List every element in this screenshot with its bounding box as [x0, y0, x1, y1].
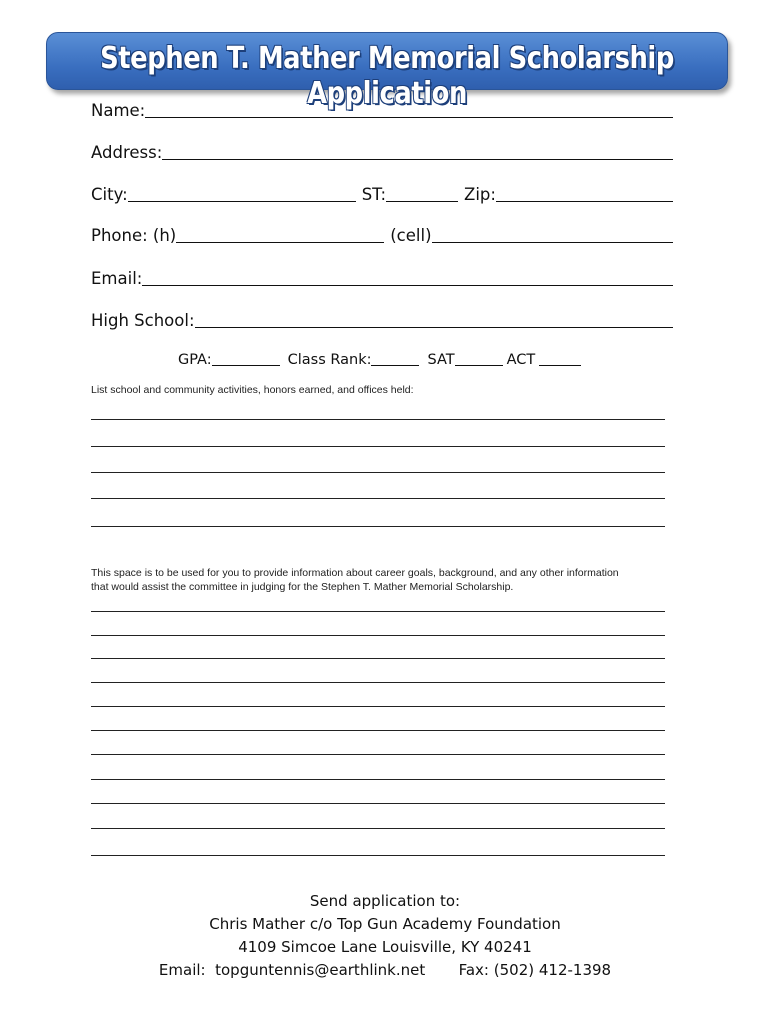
mailing-info [0, 890, 770, 982]
zip-field[interactable] [496, 183, 673, 202]
city-label: City: [91, 185, 128, 204]
info-line[interactable] [91, 682, 665, 683]
address-label: Address: [91, 143, 163, 162]
info-line[interactable] [91, 779, 665, 780]
act-field[interactable] [539, 350, 581, 366]
email-label: Email: [91, 269, 143, 288]
info-line[interactable] [91, 635, 665, 636]
info-line[interactable] [91, 803, 665, 804]
info-line[interactable] [91, 611, 665, 612]
activities-line[interactable] [91, 498, 665, 499]
email-field[interactable] [142, 267, 673, 286]
address-row [91, 138, 673, 162]
phone-home-field[interactable] [176, 224, 384, 243]
class-rank-field[interactable] [371, 350, 419, 366]
mailing-address: 4109 Simcoe Lane Louisville, KY 40241 [238, 938, 532, 956]
info-line[interactable] [91, 658, 665, 659]
info-line[interactable] [91, 828, 665, 829]
phone-row [91, 221, 673, 245]
page-title: Stephen T. Mather Memorial Scholarship Application [100, 41, 674, 111]
gpa-field[interactable] [212, 350, 280, 366]
high-school-label: High School: [91, 311, 195, 330]
high-school-row [91, 306, 673, 330]
phone-cell-label: (cell) [390, 226, 432, 245]
state-field[interactable] [386, 183, 458, 202]
class-rank-label: Class Rank: [287, 352, 372, 368]
high-school-field[interactable] [195, 309, 673, 328]
city-field[interactable] [128, 183, 356, 202]
contact-info: Email: topguntennis@earthlink.net Fax: (502) 412-1398 [158, 961, 612, 979]
info-prompt-line: This space is to be used for you to provide information about career goals, background, and any other information [91, 567, 619, 579]
info-prompt-line: that would assist the committee in judging for the Stephen T. Mather Memorial Scholarship. [91, 581, 514, 593]
name-label: Name: [91, 101, 146, 120]
act-label: ACT [506, 352, 536, 368]
send-to-heading: Send application to: [309, 892, 461, 910]
recipient-name: Chris Mather c/o Top Gun Academy Foundation [209, 915, 561, 933]
name-field[interactable] [145, 99, 673, 118]
phone-cell-field[interactable] [432, 224, 673, 243]
zip-label: Zip: [464, 185, 496, 204]
activities-line[interactable] [91, 419, 665, 420]
address-field[interactable] [162, 141, 673, 160]
gpa-label: GPA: [178, 352, 212, 368]
activities-line[interactable] [91, 526, 665, 527]
city-row [91, 180, 673, 204]
info-line[interactable] [91, 855, 665, 856]
activities-prompt: List school and community activities, honors earned, and offices held: [91, 384, 414, 396]
info-line[interactable] [91, 730, 665, 731]
sat-label: SAT [427, 352, 455, 368]
sat-field[interactable] [455, 350, 503, 366]
phone-home-label: Phone: (h) [91, 226, 177, 245]
activities-line[interactable] [91, 446, 665, 447]
info-line[interactable] [91, 754, 665, 755]
state-label: ST: [361, 185, 387, 204]
info-line[interactable] [91, 706, 665, 707]
name-row [91, 96, 673, 120]
scores-row [178, 346, 581, 368]
email-row [91, 264, 673, 288]
activities-line[interactable] [91, 472, 665, 473]
info-prompt [91, 566, 619, 594]
